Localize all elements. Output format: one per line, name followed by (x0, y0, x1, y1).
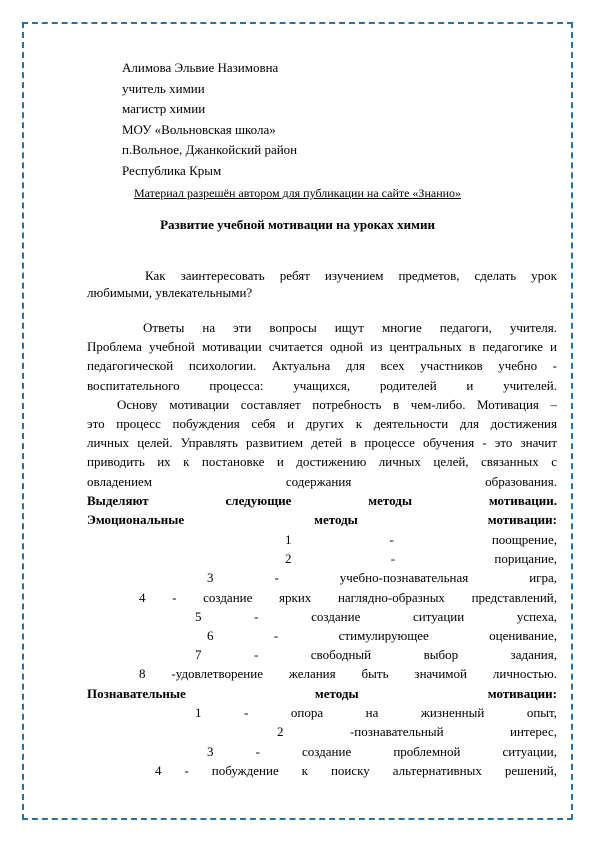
methods-heading: Выделяют следующие методы мотивации. (87, 492, 557, 508)
list-item: 8 -удовлетворение желания быть значимой личностью. (139, 666, 557, 682)
cognitive-methods-heading: Познавательные методы мотивации: (87, 686, 557, 701)
emotional-methods-list (87, 530, 557, 684)
intro-line: любимыми, увлекательными? (87, 285, 253, 300)
list-item: 4 - создание ярких наглядно-образных представлений, (139, 589, 557, 605)
list-item: 2 -познавательный интерес, (277, 724, 557, 740)
author-locality: п.Вольное, Джанкойский район (122, 142, 298, 158)
list-item: 7 - свободный выбор задания, (195, 647, 557, 663)
list-item: 1 - поощрение, (285, 532, 557, 547)
publication-notice: Материал разрешён автором для публикации на сайте «Знанио» (133, 186, 462, 200)
paragraph-line: это процесс побуждения себя и других к деятельности для достижения (87, 416, 557, 432)
paragraph-line: педагогической психологии. Актуальна для всех участников учебно - (87, 358, 557, 374)
intro-paragraph (87, 267, 557, 301)
list-item: 3 - создание проблемной ситуации, (207, 743, 557, 759)
author-degree: магистр химии (122, 101, 206, 117)
paragraph-line: личных целей. Управлять развитием детей в процессе обучения - это значит (87, 435, 557, 451)
cognitive-methods-section (87, 684, 557, 780)
paragraph-line: Проблема учебной мотивации считается одной из центральных в педагогике и (87, 339, 557, 355)
paragraph-line: приводить их к постановке и достижению личных целей, связанных с (87, 454, 557, 470)
list-item: 6 - стимулирующее оценивание, (207, 628, 557, 644)
paragraph-line: овладением содержания образования. (87, 473, 557, 489)
list-item: 1 - опора на жизненный опыт, (195, 705, 557, 721)
emotional-methods-heading: Эмоциональные методы мотивации: (87, 512, 557, 528)
paragraph-line: воспитательного процесса: учащихся, родителей и учителей. (87, 377, 557, 393)
paragraph-line: Ответы на эти вопросы ищут многие педагоги, учителя. (143, 320, 557, 335)
main-paragraph (87, 318, 557, 529)
list-item: 2 - порицание, (285, 551, 557, 567)
author-school: МОУ «Вольновская школа» (122, 121, 276, 137)
author-block (122, 58, 297, 182)
author-position: учитель химии (122, 80, 205, 96)
author-region: Республика Крым (122, 162, 222, 178)
list-item: 4 - побуждение к поиску альтернативных решений, (155, 762, 557, 778)
paragraph-line: Основу мотивации составляет потребность в чем-либо. Мотивация – (117, 396, 557, 412)
document-title: Развитие учебной мотивации на уроках химии (160, 217, 435, 232)
list-item: 3 - учебно-познавательная игра, (207, 570, 557, 586)
intro-line: Как заинтересовать ребят изучением предметов, сделать урок (145, 268, 557, 283)
list-item: 5 - создание ситуации успеха, (195, 608, 557, 624)
author-name: Алимова Эльвие Назимовна (122, 60, 279, 75)
